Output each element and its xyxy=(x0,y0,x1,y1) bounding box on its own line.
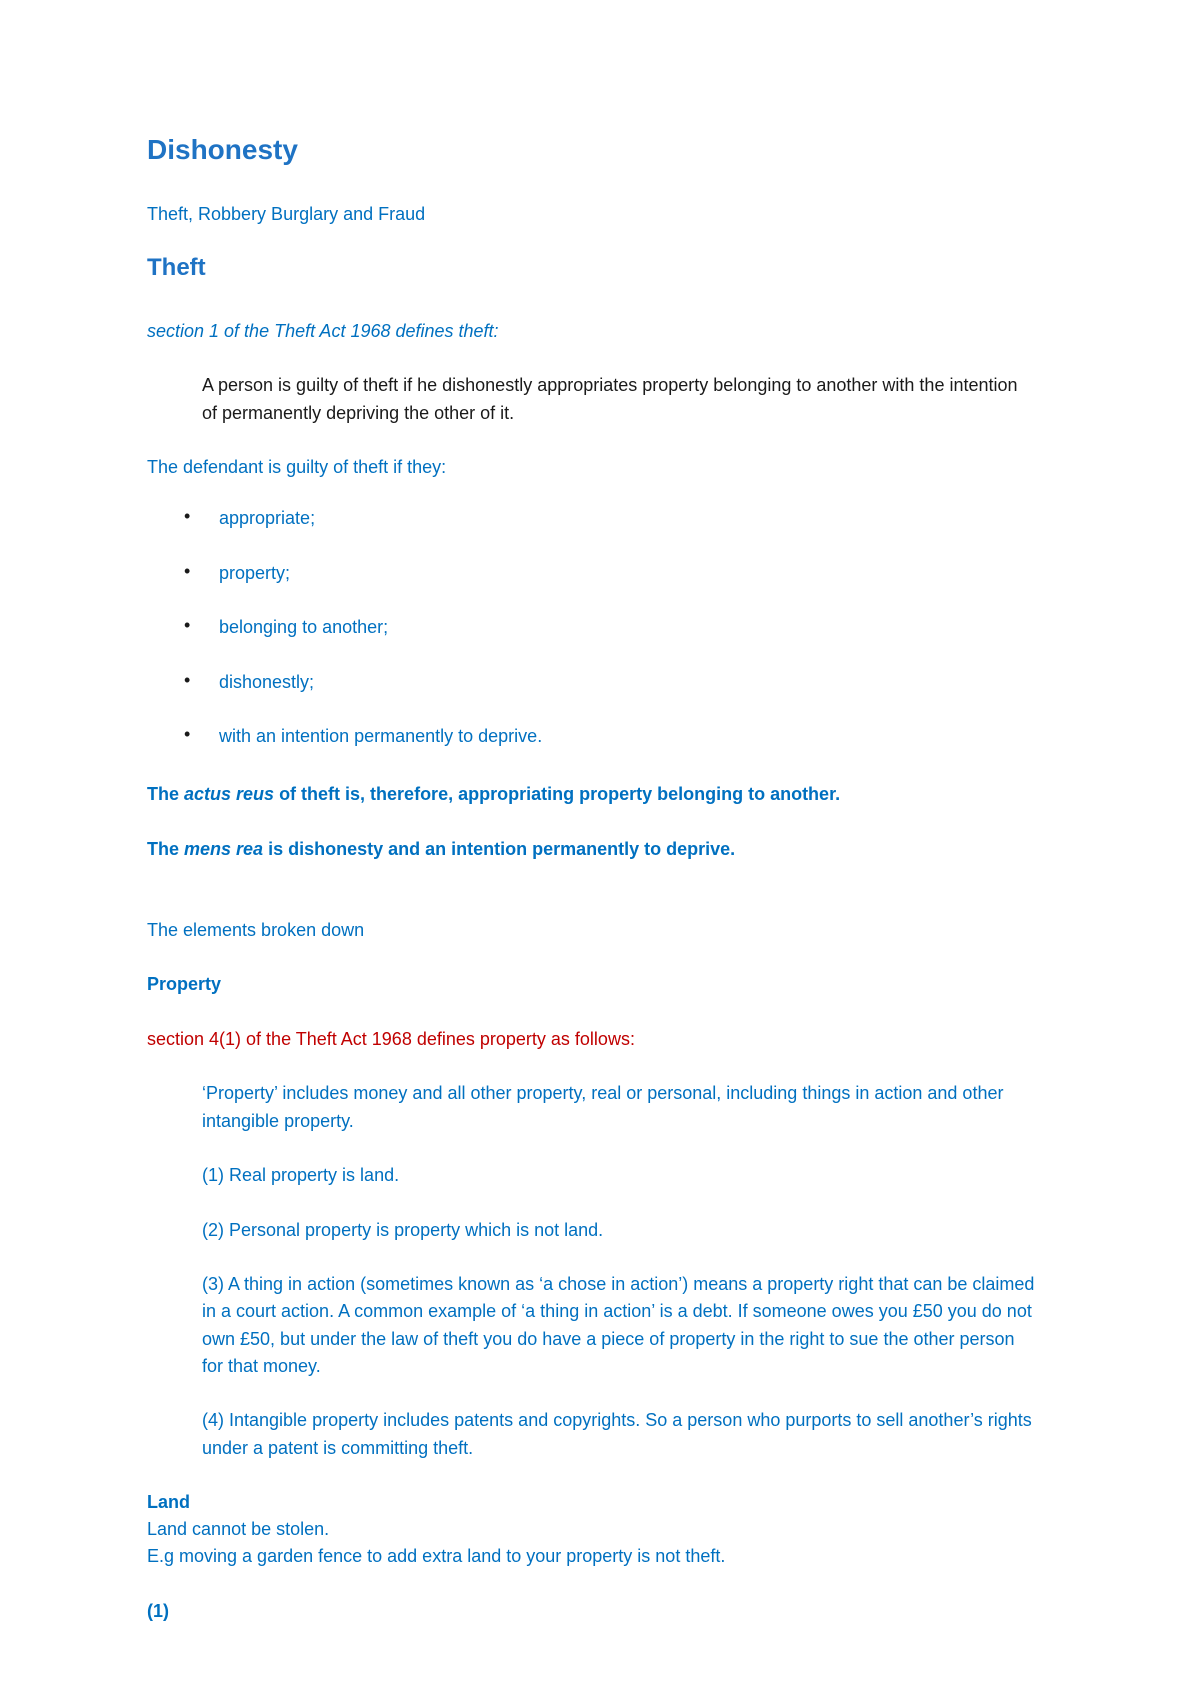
land-line1: Land cannot be stolen. xyxy=(147,1519,330,1539)
section4-intro: section 4(1) of the Theft Act 1968 defines property as follows: xyxy=(147,1029,635,1049)
section1-intro: section 1 of the Theft Act 1968 defines theft: xyxy=(147,321,499,341)
theft-heading: Theft xyxy=(147,254,206,281)
real-property-text: (1) Real property is land. xyxy=(202,1165,400,1185)
personal-property-text: (2) Personal property is property which is not land. xyxy=(202,1220,604,1240)
list-item: appropriate; xyxy=(219,508,316,528)
mens-post: is dishonesty and an intention permanently to deprive. xyxy=(263,839,736,859)
bullet-dot-icon: • xyxy=(184,724,191,744)
bullet-dot-icon: • xyxy=(184,561,191,581)
thing-in-action-line3: own £50, but under the law of theft you do have a piece of property in the right to sue the other person xyxy=(202,1329,1015,1349)
intangible-property-line1: (4) Intangible property includes patents and copyrights. So a person who purports to sell another’s rights xyxy=(202,1410,1032,1430)
section4-quote-line2: intangible property. xyxy=(202,1111,354,1131)
document-title: Dishonesty xyxy=(147,134,298,165)
thing-in-action-line4: for that money. xyxy=(202,1356,321,1376)
actus-reus-statement xyxy=(147,780,840,808)
bullet-dot-icon: • xyxy=(184,615,191,635)
section1-quote-line1: A person is guilty of theft if he dishonestly appropriates property belonging to another with the intention xyxy=(202,375,1018,395)
property-heading: Property xyxy=(147,974,222,994)
section1-quote-line2: of permanently depriving the other of it. xyxy=(202,403,515,423)
list-item: with an intention permanently to deprive. xyxy=(219,726,543,746)
actus-pre: The xyxy=(147,784,185,804)
actus-post: of theft is, therefore, appropriating property belonging to another. xyxy=(274,784,841,804)
bullet-dot-icon: • xyxy=(184,670,191,690)
mens-rea-statement xyxy=(147,835,735,863)
list-item: property; xyxy=(219,563,291,583)
section4-quote-line1: ‘Property’ includes money and all other property, real or personal, including things in action and other xyxy=(202,1083,1004,1103)
elements-heading: The elements broken down xyxy=(147,920,365,940)
intangible-property-line2: under a patent is committing theft. xyxy=(202,1438,474,1458)
land-heading: Land xyxy=(147,1492,190,1512)
thing-in-action-line1: (3) A thing in action (sometimes known as ‘a chose in action’) means a property right that can be claimed xyxy=(202,1274,1035,1294)
bullet-dot-icon: • xyxy=(184,506,191,526)
land-line2: E.g moving a garden fence to add extra land to your property is not theft. xyxy=(147,1546,726,1566)
document-subtitle: Theft, Robbery Burglary and Fraud xyxy=(147,204,426,224)
list-item: dishonestly; xyxy=(219,672,315,692)
footer-number: (1) xyxy=(147,1601,169,1621)
actus-reus-term: actus reus xyxy=(184,784,275,804)
guilty-if-text: The defendant is guilty of theft if they: xyxy=(147,457,447,477)
mens-pre: The xyxy=(147,839,185,859)
mens-rea-term: mens rea xyxy=(184,839,264,859)
thing-in-action-line2: in a court action. A common example of ‘a thing in action’ is a debt. If someone owes you £50 you do not xyxy=(202,1301,1032,1321)
list-item: belonging to another; xyxy=(219,617,389,637)
